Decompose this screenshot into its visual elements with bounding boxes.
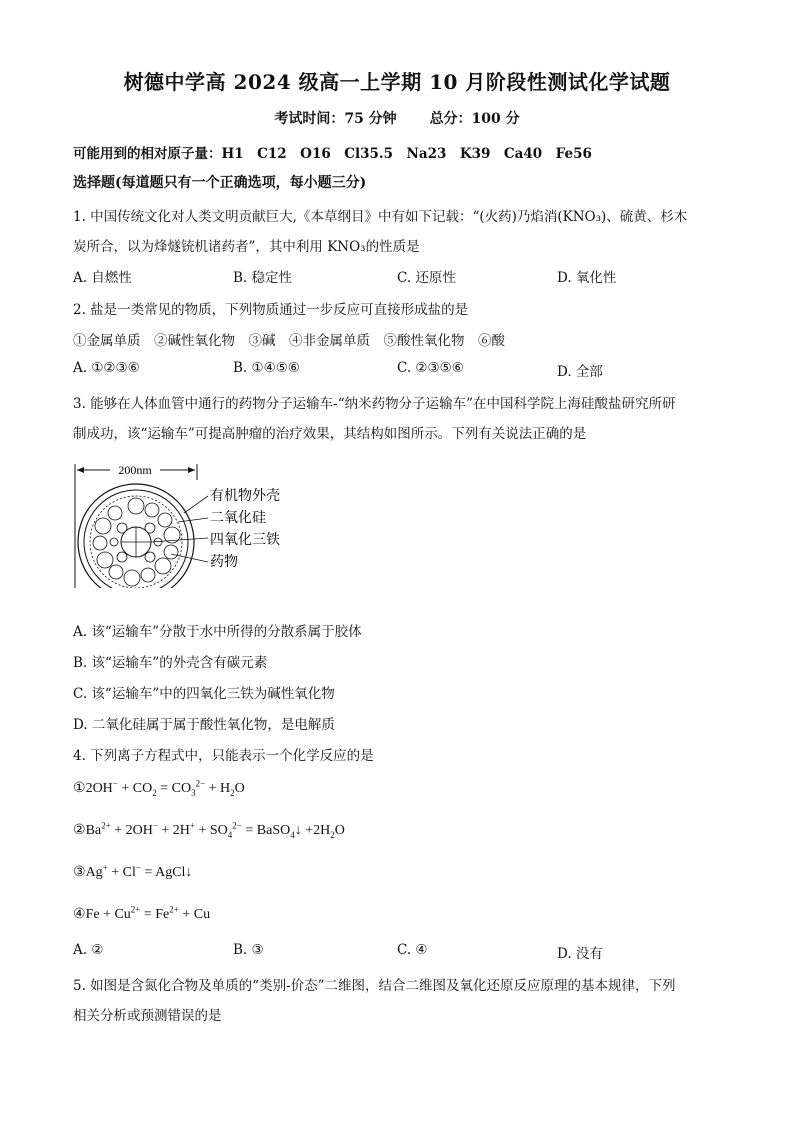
q4-equation-4: ④Fe + $Cu^{2+} = Fe^{2+} + Cu$ [73,904,211,922]
q1-option-d: D. 氧化性 [557,270,617,286]
q3-stem-line2: 制成功，该“运输车”可提高肿瘤的治疗效果，其结构如图所示。下列有关说法正确的是 [73,426,587,442]
drug-sphere [93,536,107,550]
drug-sphere [108,506,122,520]
scale-arrowhead-right [188,467,195,473]
q3-option-d: D. 二氧化硅属于属于酸性氧化物，是电解质 [73,717,335,733]
page-title: 树德中学高 2024 级高一上学期 10 月阶段性测试化学试题 [123,70,671,94]
label-drug: 药物 [210,554,238,570]
q2-option-b: B. ①④⑤⑥ [233,360,300,376]
q4-option-b: B. ③ [233,942,264,958]
drug-sphere [124,570,140,586]
q1-stem-line2: 炭所合，以为烽燧铳机诸药者”，其中利用 KNO₃的性质是 [73,239,420,255]
label-fe3o4: 四氧化三铁 [210,532,280,548]
section-heading: 选择题(每道题只有一个正确选项，每小题三分) [73,175,367,191]
q2-stem: 2. 盐是一类常见的物质，下列物质通过一步反应可直接形成盐的是 [73,302,469,318]
q2-items: ①金属单质 ②碱性氧化物 ③碱 ④非金属单质 ⑤酸性氧化物 ⑥酸 [73,333,505,349]
q1-stem-line1: 1. 中国传统文化对人类文明贡献巨大,《本草纲目》中有如下记载：“(火药)乃焰消(KNO₃)、硫黄、杉木 [73,209,688,225]
drug-sphere [97,552,113,568]
q5-stem-line1: 5. 如图是含氮化合物及单质的“类别-价态”二维图，结合二维图及氧化还原反应原理的基本规律，下列 [73,978,676,994]
scale-arrowhead-left [77,467,84,473]
drug-sphere [164,545,178,559]
exam-info [0,108,794,128]
leader-shell [184,496,208,513]
q4-option-a: A. ② [73,942,104,958]
q4-equation-2: $②Ba^{2+} + 2OH^- + 2H^+ + SO_4^{2-}$ = BaSO$_4$↓ $+2H_2O$ [73,820,345,840]
q2-option-c: C. ②③⑤⑥ [397,360,464,376]
q3-option-a: A. 该“运输车”分散于水中所得的分散系属于胶体 [73,624,362,640]
q1-option-b: B. 稳定性 [233,270,293,286]
drug-sphere [141,568,155,582]
drug-sphere [109,565,123,579]
q4-stem: 4. 下列离子方程式中，只能表示一个化学反应的是 [73,748,374,764]
q4-mark-3: ③ [73,865,86,880]
q1-option-c: C. 还原性 [397,270,456,286]
q4-mark-1: ① [73,781,86,796]
exam-time: 考试时间：75 分钟 [274,111,397,127]
drug-sphere [155,558,171,574]
q3-option-c: C. 该“运输车”中的四氧化三铁为碱性氧化物 [73,686,335,702]
scale-label: 200nm [118,463,152,477]
drug-sphere [95,518,111,534]
q4-equation-3: ③Ag+ + Cl− = AgCl↓ [73,862,193,880]
drug-sphere [145,503,159,517]
drug-sphere [128,498,144,514]
drug-sphere [110,538,118,546]
label-organic-shell: 有机物外壳 [210,488,280,504]
q4-option-c: C. ④ [397,942,428,958]
drug-sphere [158,513,172,527]
nanocarrier-diagram [72,458,312,588]
drug-sphere [145,552,155,562]
exam-score: 总分：100 分 [429,111,520,127]
label-silica: 二氧化硅 [210,510,266,526]
drug-sphere [117,552,127,562]
q3-option-b: B. 该“运输车”的外壳含有碳元素 [73,655,268,671]
q4-mark-4: ④ [73,907,86,922]
q5-stem-line2: 相关分析或预测错误的是 [73,1008,222,1024]
q4-option-d: D. 没有 [557,946,603,962]
q1-option-a: A. 自燃性 [73,270,132,286]
q2-option-a: A. ①②③⑥ [73,360,140,376]
q4-equation-1: ①2OH− + $CO_2 = CO_3^{2-} + H_2O$ [73,778,245,798]
q4-mark-2: ② [73,823,86,838]
q3-stem-line1: 3. 能够在人体血管中通行的药物分子运输车-“纳米药物分子运输车”在中国科学院上海硅酸盐研究所研 [73,396,676,412]
q2-option-d: D. 全部 [557,364,603,380]
atomic-masses: 可能用到的相对原子量：H1 C12 O16 Cl35.5 Na23 K39 Ca40 Fe56 [73,146,592,162]
